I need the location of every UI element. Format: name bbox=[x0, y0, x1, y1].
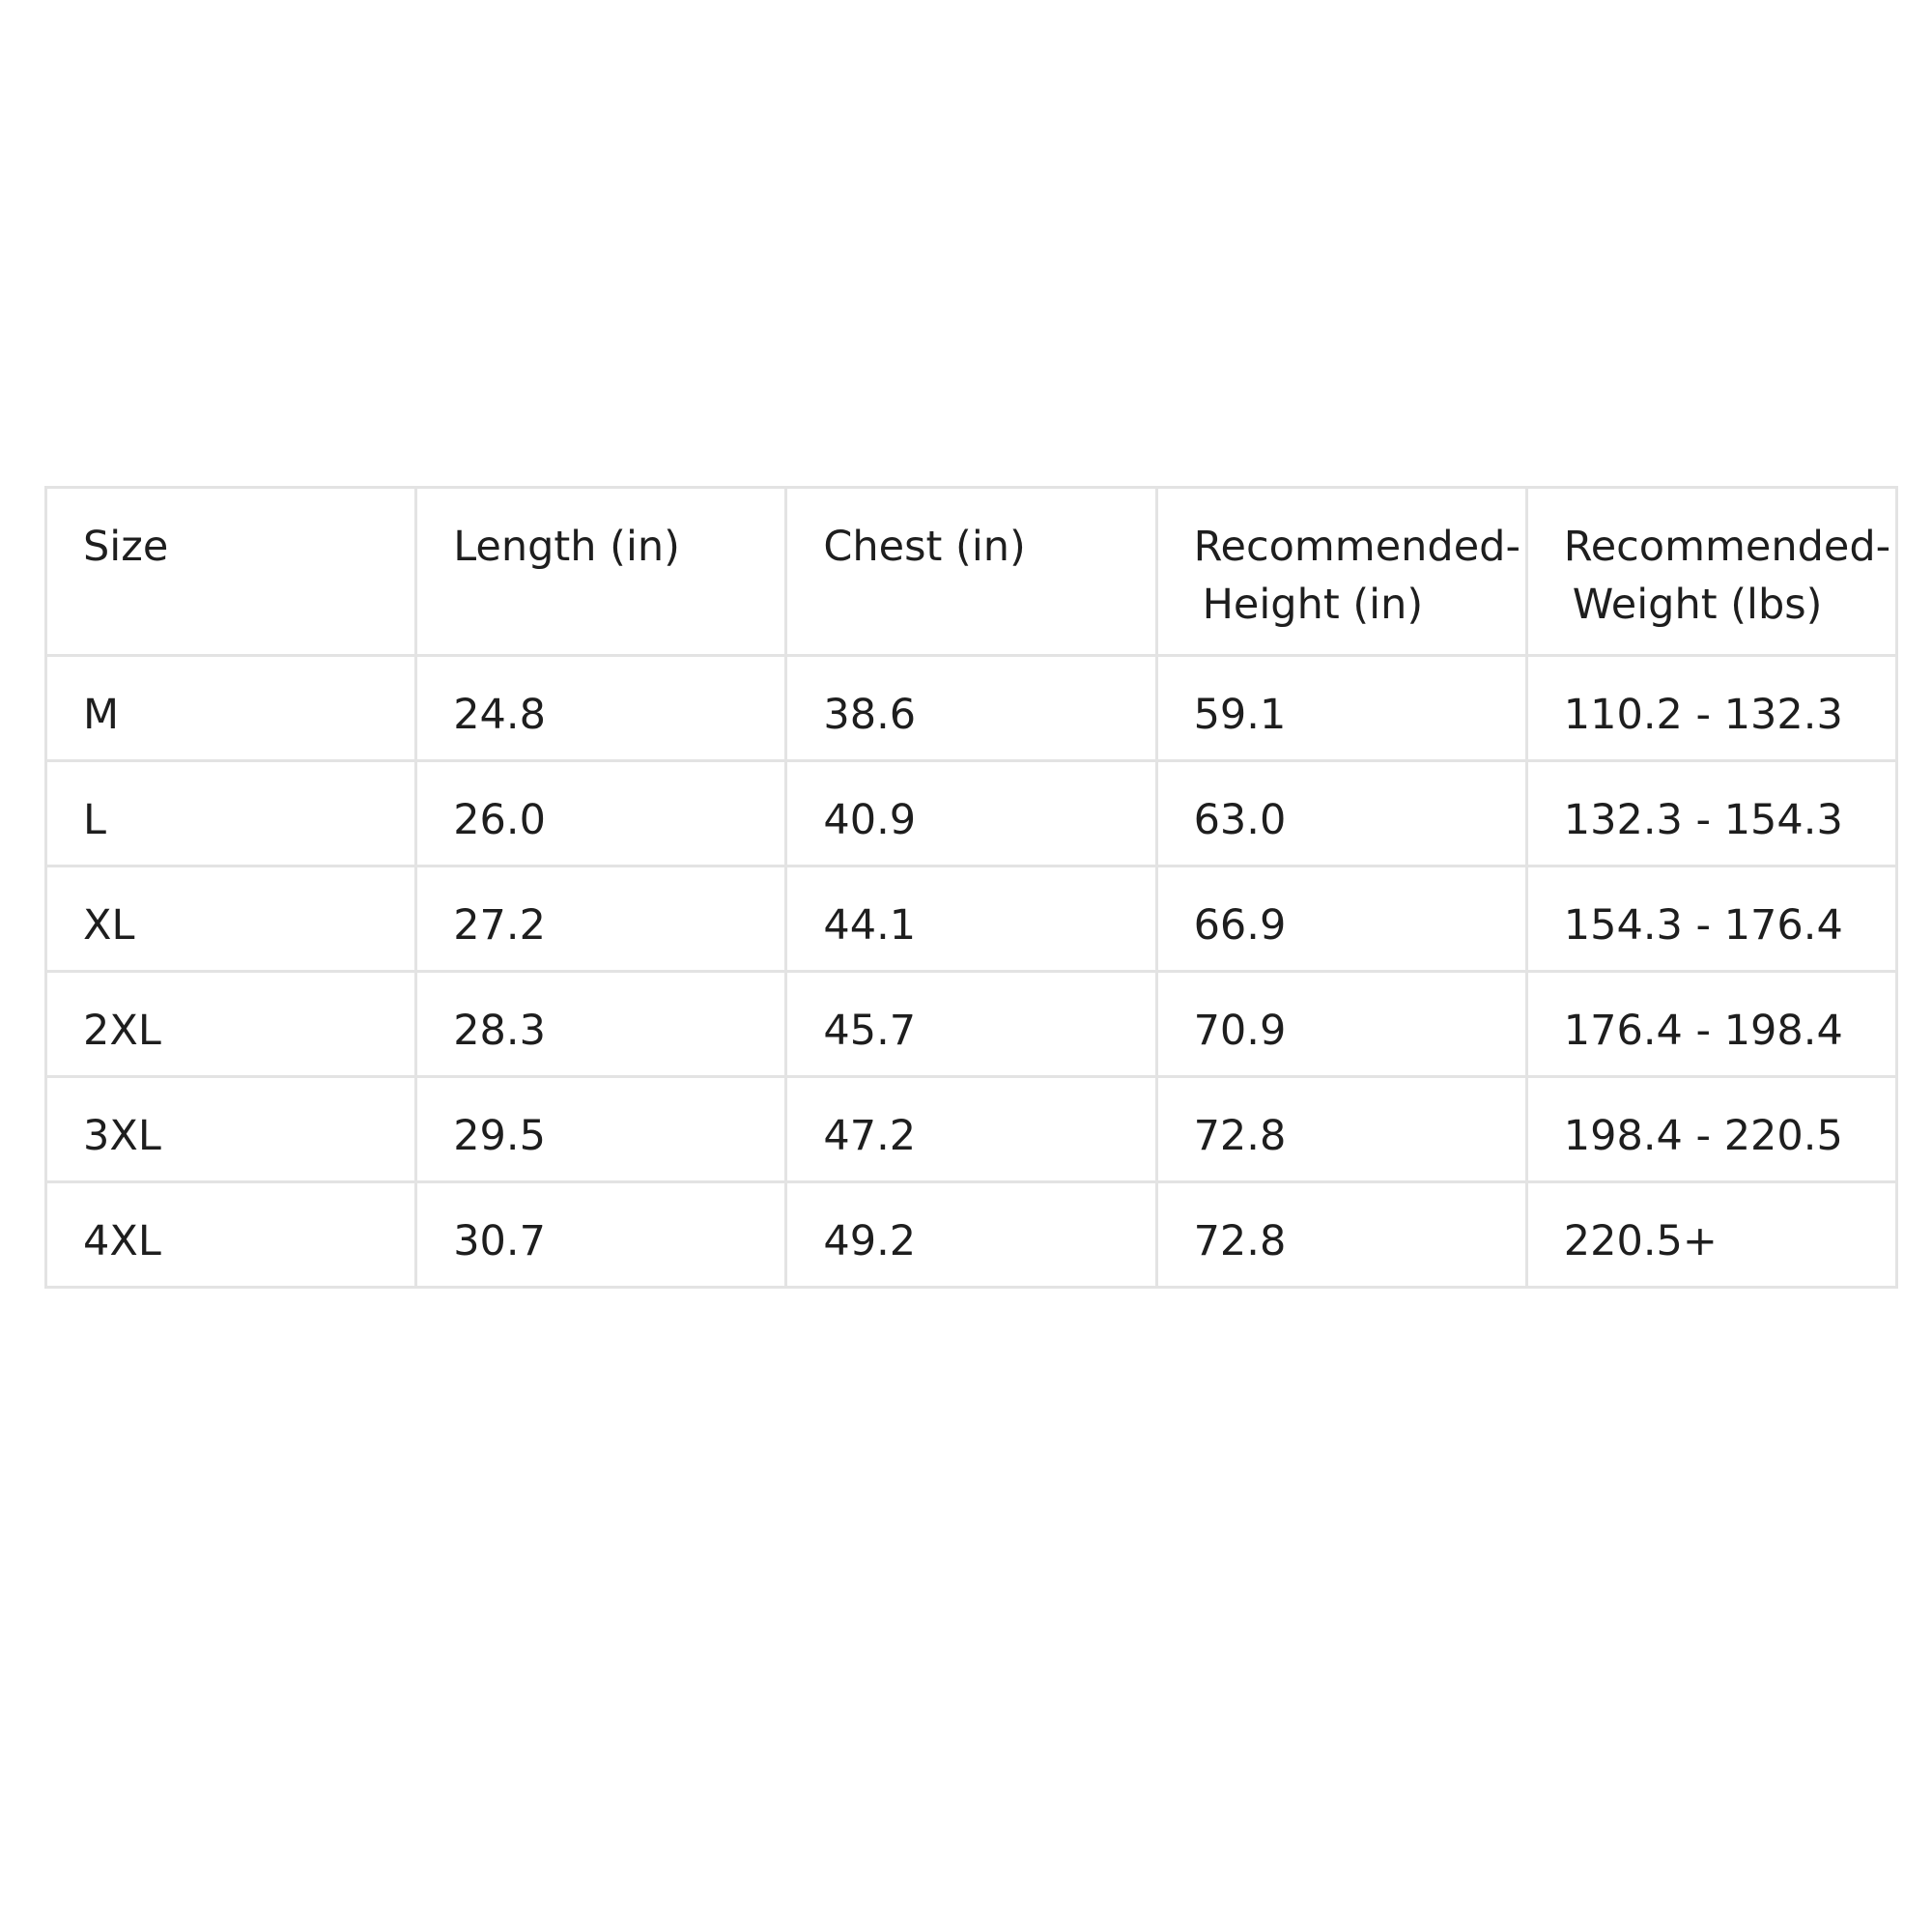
header-size bbox=[46, 488, 416, 656]
cell-length: 27.2 bbox=[416, 867, 786, 972]
table-row-xl bbox=[46, 867, 1897, 972]
header-length-label: Length (in) bbox=[453, 523, 680, 571]
cell-recommended-height: 59.1 bbox=[1156, 656, 1526, 761]
cell-recommended-weight: 132.3 - 154.3 bbox=[1526, 761, 1896, 867]
cell-chest: 45.7 bbox=[786, 972, 1156, 1077]
cell-recommended-weight: 220.5+ bbox=[1526, 1182, 1896, 1288]
header-recommended-height bbox=[1156, 488, 1526, 656]
cell-recommended-height: 66.9 bbox=[1156, 867, 1526, 972]
cell-recommended-weight: 110.2 - 132.3 bbox=[1526, 656, 1896, 761]
table-row-m bbox=[46, 656, 1897, 761]
cell-length: 26.0 bbox=[416, 761, 786, 867]
cell-recommended-weight: 176.4 - 198.4 bbox=[1526, 972, 1896, 1077]
header-row bbox=[46, 488, 1897, 656]
header-size-label: Size bbox=[83, 523, 169, 571]
header-recommended-weight bbox=[1526, 488, 1896, 656]
cell-size: 4XL bbox=[46, 1182, 416, 1288]
cell-size: 2XL bbox=[46, 972, 416, 1077]
cell-chest: 38.6 bbox=[786, 656, 1156, 761]
header-chest bbox=[786, 488, 1156, 656]
cell-length: 30.7 bbox=[416, 1182, 786, 1288]
cell-size: 3XL bbox=[46, 1077, 416, 1182]
cell-size: M bbox=[46, 656, 416, 761]
header-recommended-height-line-2: Height (in) bbox=[1202, 581, 1424, 630]
header-recommended-weight-line-2: Weight (lbs) bbox=[1572, 581, 1823, 630]
cell-recommended-height: 70.9 bbox=[1156, 972, 1526, 1077]
cell-recommended-height: 72.8 bbox=[1156, 1182, 1526, 1288]
cell-chest: 44.1 bbox=[786, 867, 1156, 972]
header-recommended-height-line-1: Recommended- bbox=[1193, 523, 1520, 571]
table-row-3xl bbox=[46, 1077, 1897, 1182]
cell-recommended-weight: 198.4 - 220.5 bbox=[1526, 1077, 1896, 1182]
header-chest-label: Chest (in) bbox=[823, 523, 1026, 571]
size-chart-table bbox=[44, 486, 1898, 1289]
table-row-2xl bbox=[46, 972, 1897, 1077]
cell-length: 29.5 bbox=[416, 1077, 786, 1182]
header-recommended-weight-line-1: Recommended- bbox=[1563, 523, 1891, 571]
header-length bbox=[416, 488, 786, 656]
cell-chest: 47.2 bbox=[786, 1077, 1156, 1182]
cell-length: 28.3 bbox=[416, 972, 786, 1077]
cell-recommended-height: 63.0 bbox=[1156, 761, 1526, 867]
cell-chest: 49.2 bbox=[786, 1182, 1156, 1288]
cell-size: XL bbox=[46, 867, 416, 972]
cell-recommended-weight: 154.3 - 176.4 bbox=[1526, 867, 1896, 972]
cell-chest: 40.9 bbox=[786, 761, 1156, 867]
cell-recommended-height: 72.8 bbox=[1156, 1077, 1526, 1182]
cell-length: 24.8 bbox=[416, 656, 786, 761]
table-row-4xl bbox=[46, 1182, 1897, 1288]
table-row-l bbox=[46, 761, 1897, 867]
cell-size: L bbox=[46, 761, 416, 867]
